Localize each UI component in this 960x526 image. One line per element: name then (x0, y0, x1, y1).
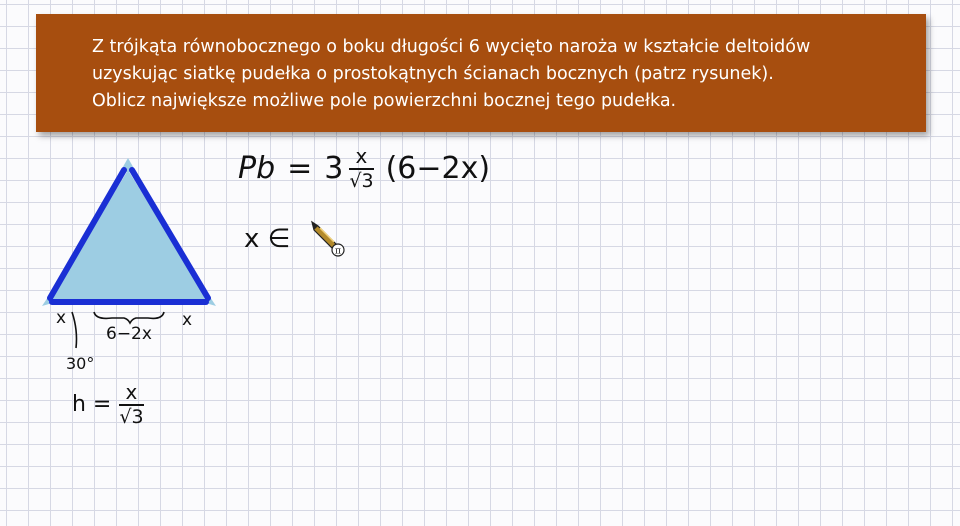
label-angle: 30° (66, 354, 95, 373)
label-base: 6−2x (106, 324, 152, 344)
height-fraction (119, 382, 143, 427)
height-denominator: √3 (119, 406, 144, 428)
label-right-x: x (182, 310, 193, 330)
domain-formula: x ∈ (244, 224, 291, 254)
area-numerator: x (355, 144, 368, 168)
problem-line-2: uzyskując siatkę pudełka o prostokątnych ścianach bocznych (patrz rysunek). (92, 64, 774, 84)
area-formula (238, 146, 490, 191)
area-fraction (349, 146, 373, 191)
height-lhs: h = (72, 391, 112, 417)
area-equals: = (287, 150, 313, 186)
problem-line-3: Oblicz największe możliwe pole powierzchni bocznej tego pudełka. (92, 91, 677, 111)
problem-line-1: Z trójkąta równobocznego o boku długości 6 wycięto naroża w kształcie deltoidów (92, 37, 811, 57)
pen-badge-label: π (335, 246, 341, 257)
height-formula (72, 382, 144, 427)
height-numerator: x (125, 380, 138, 404)
area-lhs: Pb (238, 150, 276, 186)
area-coefficient: 3 (324, 150, 344, 186)
triangle-body (50, 170, 208, 300)
label-left-x: x (56, 308, 67, 328)
angle-arc (72, 312, 77, 348)
area-denominator: √3 (349, 170, 374, 192)
base-brace (94, 312, 164, 323)
pen-cursor-icon (308, 218, 348, 258)
area-factor: (6−2x) (385, 150, 491, 186)
